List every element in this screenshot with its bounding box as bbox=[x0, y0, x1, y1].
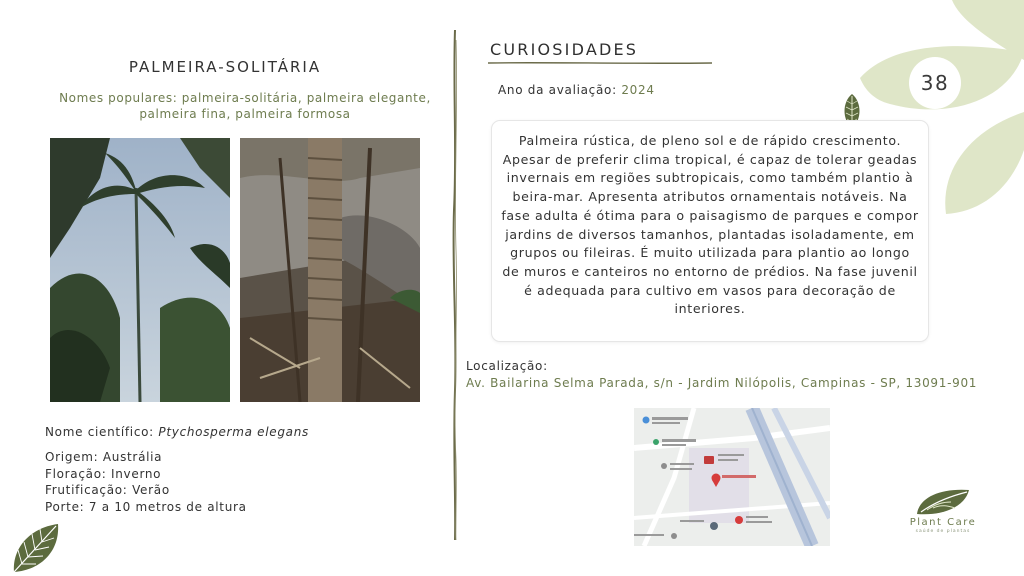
evaluation-year bbox=[498, 83, 655, 97]
evaluation-year-value: 2024 bbox=[621, 83, 655, 97]
plant-facts bbox=[45, 449, 247, 515]
curiosities-text: Palmeira rústica, de pleno sol e de rápido crescimento. Apesar de preferir clima tropical, é capaz de tolerar geadas invernais em regiões subtropicais, como também plantio à beira-mar. Apresenta atributos ornamentais notáveis. Na fase adulta é ótima para o paisagismo de parques e compor jardins de diversos tamanhos, plantadas isoladamente, em grupos ou fileiras. É muito utilizada para plantio ao longo de muros e canteiros no entorno de prédios. Na fase juvenil é adequada para cultivo em vasos para decoração de interiores. bbox=[501, 133, 919, 317]
scientific-name bbox=[45, 425, 309, 439]
palm-trunk-photo bbox=[240, 138, 420, 402]
curiosities-card bbox=[491, 120, 929, 342]
location-label: Localização: bbox=[466, 359, 548, 373]
scientific-name-label: Nome científico: bbox=[45, 425, 154, 439]
popular-names: Nomes populares: palmeira-solitária, palmeira elegante, palmeira fina, palmeira formosa bbox=[59, 91, 431, 121]
plant-care-leaf-icon bbox=[915, 486, 971, 516]
origin: Origem: Austrália bbox=[45, 450, 163, 464]
page-number-text: 38 bbox=[920, 71, 950, 95]
heading-underline bbox=[488, 60, 712, 66]
page-number bbox=[909, 57, 961, 109]
location-address: Av. Bailarina Selma Parada, s/n - Jardim Nilópolis, Campinas - SP, 13091-901 bbox=[466, 376, 978, 390]
decorative-leaf-bottom-left bbox=[8, 520, 62, 576]
curiosities-heading: CURIOSIDADES bbox=[490, 40, 639, 59]
vertical-divider bbox=[448, 30, 462, 540]
plant-size: Porte: 7 a 10 metros de altura bbox=[45, 499, 247, 514]
fruiting: Frutificação: Verão bbox=[45, 483, 170, 497]
brand-name: Plant Care bbox=[909, 517, 977, 528]
plant-title: PALMEIRA-SOLITÁRIA bbox=[128, 58, 322, 76]
plant-care-logo bbox=[898, 486, 988, 546]
location-map bbox=[634, 408, 830, 546]
flowering: Floração: Inverno bbox=[45, 466, 162, 481]
evaluation-year-label: Ano da avaliação: bbox=[498, 83, 617, 97]
brand-tagline: saúde de plantas bbox=[915, 529, 971, 534]
palm-tree-photo bbox=[50, 138, 230, 402]
scientific-name-value: Ptychosperma elegans bbox=[158, 425, 309, 439]
